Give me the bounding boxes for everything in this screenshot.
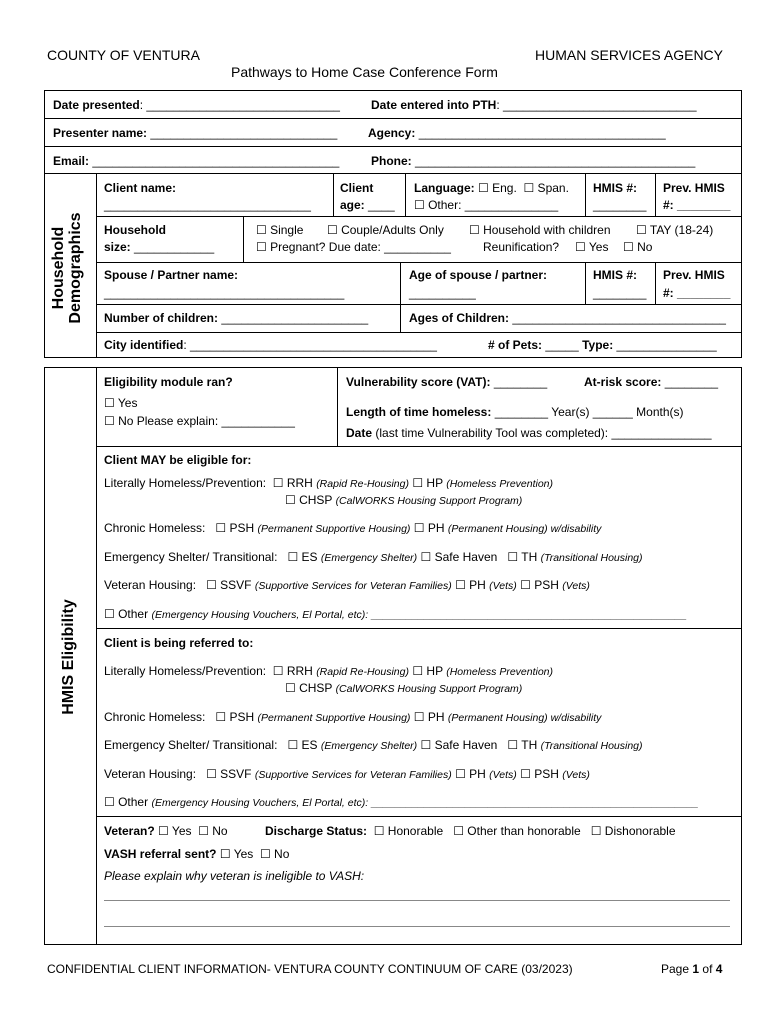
ref-ch-label: Chronic Homeless: <box>104 710 206 724</box>
single-checkbox[interactable]: ☐ Single <box>256 223 304 237</box>
lh-chsp-checkbox[interactable]: ☐ CHSP <box>285 493 333 507</box>
date-presented-field[interactable]: : _____________________________ <box>139 98 340 112</box>
vh-psh-checkbox[interactable]: ☐ PSH <box>520 578 559 592</box>
vh-ssvf-checkbox[interactable]: ☐ SSVF <box>206 578 252 592</box>
lh-hp-checkbox[interactable]: ☐ HP <box>412 476 443 490</box>
spouse-age-label: Age of spouse / partner: <box>409 268 548 282</box>
es-th-desc: (Transitional Housing) <box>540 552 643 564</box>
language-label: Language: <box>414 181 475 195</box>
other-field[interactable]: ______________________________________________________ <box>371 609 687 621</box>
hmis-eligibility-label: HMIS Eligibility <box>60 599 77 715</box>
ref-es-th-checkbox[interactable]: ☐ TH <box>507 738 538 752</box>
discharge-honorable-checkbox[interactable]: ☐ Honorable <box>373 824 444 838</box>
ref-es-safe-haven-checkbox[interactable]: ☐ Safe Haven <box>420 738 498 752</box>
num-children-label: Number of children: <box>104 311 219 325</box>
city-label: City identified <box>104 338 184 352</box>
phone-label: Phone: <box>371 154 412 168</box>
referred-to-title: Client is being referred to: <box>104 636 254 650</box>
page-number: Page 1 of 4 <box>661 962 723 976</box>
household-size-label-2: size: <box>104 240 131 254</box>
client-age-label-2: age: <box>340 198 365 212</box>
prev-hmis-field[interactable]: #: ________ <box>663 198 731 212</box>
language-span-checkbox[interactable]: ☐ Span. <box>523 181 569 195</box>
ref-lh-chsp-desc: (CalWORKS Housing Support Program) <box>335 683 523 695</box>
ref-lh-chsp-checkbox[interactable]: ☐ CHSP <box>285 681 333 695</box>
may-be-eligible-title: Client MAY be eligible for: <box>104 453 252 467</box>
ages-children-label: Ages of Children: <box>409 311 510 325</box>
vh-ssvf-desc: (Supportive Services for Veteran Families) <box>254 580 452 592</box>
pet-type-field[interactable]: _______________ <box>616 338 717 352</box>
ref-vh-psh-checkbox[interactable]: ☐ PSH <box>520 767 559 781</box>
vash-explain-line-1[interactable] <box>104 900 730 901</box>
ref-lh-hp-checkbox[interactable]: ☐ HP <box>412 664 443 678</box>
vash-no-checkbox[interactable]: ☐ No <box>259 847 290 861</box>
ref-vh-ph-desc: (Vets) <box>489 769 517 781</box>
reunification-no-checkbox[interactable]: ☐ No <box>623 240 653 254</box>
risk-score-field[interactable]: ________ <box>664 375 719 389</box>
ref-other-desc: (Emergency Housing Vouchers, El Portal, etc): <box>151 797 369 809</box>
risk-score-label: At-risk score: <box>584 375 662 389</box>
ref-vh-ssvf-desc: (Supportive Services for Veteran Families) <box>254 769 452 781</box>
language-eng-checkbox[interactable]: ☐ Eng. <box>478 181 517 195</box>
ref-vh-ssvf-checkbox[interactable]: ☐ SSVF <box>206 767 252 781</box>
household-size-field[interactable]: ____________ <box>134 240 215 254</box>
city-field[interactable]: : _____________________________________ <box>183 338 437 352</box>
ages-children-field[interactable]: ________________________________ <box>512 311 726 325</box>
ref-lh-rrh-desc: (Rapid Re-Housing) <box>316 666 409 678</box>
es-es-desc: (Emergency Shelter) <box>320 552 418 564</box>
couple-checkbox[interactable]: ☐ Couple/Adults Only <box>327 223 444 237</box>
ch-label: Chronic Homeless: <box>104 521 206 535</box>
veteran-no-checkbox[interactable]: ☐ No <box>198 824 228 838</box>
spouse-name-label: Spouse / Partner name: <box>104 268 239 282</box>
vat-date-label: Date <box>346 426 373 440</box>
date-entered-label: Date entered into PTH <box>371 98 497 112</box>
reunification-yes-checkbox[interactable]: ☐ Yes <box>575 240 609 254</box>
phone-field[interactable]: __________________________________________ <box>415 154 696 168</box>
veteran-yes-checkbox[interactable]: ☐ Yes <box>158 824 192 838</box>
email-label: Email: <box>53 154 90 168</box>
agency-label: Agency: <box>368 126 416 140</box>
vash-yes-checkbox[interactable]: ☐ Yes <box>219 847 254 861</box>
pet-type-label: Type: <box>582 338 614 352</box>
form-title: Pathways to Home Case Conference Form <box>231 64 498 80</box>
lh-chsp-desc: (CalWORKS Housing Support Program) <box>335 495 523 507</box>
lh-hp-desc: (Homeless Prevention) <box>446 478 554 490</box>
vh-ph-desc: (Vets) <box>489 580 517 592</box>
ref-lh-rrh-checkbox[interactable]: ☐ RRH <box>272 664 313 678</box>
discharge-status-label: Discharge Status: <box>265 824 368 838</box>
ref-ch-psh-desc: (Permanent Supportive Housing) <box>257 712 411 724</box>
spouse-hmis-field[interactable]: ________ <box>593 286 647 300</box>
lh-rrh-checkbox[interactable]: ☐ RRH <box>272 476 313 490</box>
es-label: Emergency Shelter/ Transitional: <box>104 550 278 564</box>
homeless-length-field[interactable]: ________ Year(s) ______ Month(s) <box>494 405 684 419</box>
date-presented-label: Date presented <box>53 98 140 112</box>
lh-rrh-desc: (Rapid Re-Housing) <box>316 478 409 490</box>
spouse-prev-hmis-label: Prev. HMIS <box>663 268 725 282</box>
ref-es-label: Emergency Shelter/ Transitional: <box>104 738 278 752</box>
ref-ch-ph-checkbox[interactable]: ☐ PH <box>413 710 445 724</box>
ref-ch-ph-desc: (Permanent Housing) w/disability <box>447 712 602 724</box>
reunification-label: Reunification? <box>483 240 560 254</box>
num-children-field[interactable]: ______________________ <box>221 311 369 325</box>
vh-label: Veteran Housing: <box>104 578 197 592</box>
language-other-checkbox[interactable]: ☐ Other: ______________ <box>414 198 559 212</box>
prev-hmis-label: Prev. HMIS <box>663 181 725 195</box>
presenter-label: Presenter name: <box>53 126 148 140</box>
pregnant-checkbox[interactable]: ☐ Pregnant? Due date: __________ <box>256 240 451 254</box>
vash-explain-line-2[interactable] <box>104 926 730 927</box>
household-children-checkbox[interactable]: ☐ Household with children <box>469 223 611 237</box>
hmis-label: HMIS #: <box>593 181 638 195</box>
other-desc: (Emergency Housing Vouchers, El Portal, etc): <box>151 609 369 621</box>
client-age-label: Client <box>340 181 374 195</box>
tay-checkbox[interactable]: ☐ TAY (18-24) <box>636 223 714 237</box>
eligibility-module-yes[interactable]: ☐ Yes <box>104 396 138 410</box>
homeless-length-label: Length of time homeless: <box>346 405 492 419</box>
ref-ch-psh-checkbox[interactable]: ☐ PSH <box>215 710 255 724</box>
eligibility-module-no[interactable]: ☐ No Please explain: ___________ <box>104 414 295 428</box>
es-th-checkbox[interactable]: ☐ TH <box>507 550 538 564</box>
discharge-other-checkbox[interactable]: ☐ Other than honorable <box>453 824 581 838</box>
hmis-field[interactable]: ________ <box>593 198 647 212</box>
client-name-field[interactable]: _______________________________ <box>104 198 311 212</box>
other-checkbox[interactable]: ☐ Other <box>104 607 149 621</box>
agency-field[interactable]: _____________________________________ <box>418 126 666 140</box>
ref-vh-ph-checkbox[interactable]: ☐ PH <box>455 767 486 781</box>
client-name-label: Client name: <box>104 181 177 195</box>
vh-ph-checkbox[interactable]: ☐ PH <box>455 578 486 592</box>
ch-ph-checkbox[interactable]: ☐ PH <box>413 521 445 535</box>
household-demographics-label: Household Demographics <box>50 212 84 324</box>
ch-psh-desc: (Permanent Supportive Housing) <box>257 523 411 535</box>
ref-other-field[interactable]: ________________________________________________________ <box>371 797 699 809</box>
presenter-field[interactable]: ____________________________ <box>150 126 338 140</box>
spouse-name-field[interactable]: ____________________________________ <box>104 286 345 300</box>
vh-psh-desc: (Vets) <box>562 580 590 592</box>
county-name: COUNTY OF VENTURA <box>47 47 200 63</box>
es-es-checkbox[interactable]: ☐ ES <box>287 550 318 564</box>
ch-ph-desc: (Permanent Housing) w/disability <box>447 523 602 535</box>
agency-name: HUMAN SERVICES AGENCY <box>535 47 724 63</box>
ref-other-checkbox[interactable]: ☐ Other <box>104 795 149 809</box>
ref-es-es-checkbox[interactable]: ☐ ES <box>287 738 318 752</box>
ref-lh-hp-desc: (Homeless Prevention) <box>446 666 554 678</box>
vash-label: VASH referral sent? <box>104 847 217 861</box>
pets-field[interactable]: _____ <box>545 338 579 352</box>
eligibility-module-label: Eligibility module ran? <box>104 375 233 389</box>
ref-es-es-desc: (Emergency Shelter) <box>320 740 418 752</box>
ref-vh-label: Veteran Housing: <box>104 767 197 781</box>
discharge-dishonorable-checkbox[interactable]: ☐ Dishonorable <box>590 824 676 838</box>
es-safe-haven-checkbox[interactable]: ☐ Safe Haven <box>420 550 498 564</box>
email-field[interactable]: _____________________________________ <box>92 154 340 168</box>
date-entered-field[interactable]: : _____________________________ <box>496 98 697 112</box>
ch-psh-checkbox[interactable]: ☐ PSH <box>215 521 255 535</box>
ref-es-th-desc: (Transitional Housing) <box>540 740 643 752</box>
ref-lh-label: Literally Homeless/Prevention: <box>104 664 267 678</box>
vat-field[interactable]: ________ <box>493 375 548 389</box>
ref-vh-psh-desc: (Vets) <box>562 769 590 781</box>
pets-label: # of Pets: <box>488 338 543 352</box>
vat-date-field[interactable]: (last time Vulnerability Tool was completed): _______________ <box>375 426 712 440</box>
household-size-label: Household <box>104 223 166 237</box>
confidential-notice: CONFIDENTIAL CLIENT INFORMATION- VENTURA COUNTY CONTINUUM OF CARE (03/2023) <box>47 962 573 976</box>
client-age-field[interactable]: ____ <box>368 198 395 212</box>
spouse-hmis-label: HMIS #: <box>593 268 638 282</box>
vat-label: Vulnerability score (VAT): <box>346 375 491 389</box>
vash-explain-label: Please explain why veteran is ineligible to VASH: <box>104 869 365 883</box>
spouse-prev-hmis-field[interactable]: #: ________ <box>663 286 731 300</box>
spouse-age-field[interactable]: __________ <box>409 286 476 300</box>
lh-label: Literally Homeless/Prevention: <box>104 476 267 490</box>
veteran-label: Veteran? <box>104 824 155 838</box>
